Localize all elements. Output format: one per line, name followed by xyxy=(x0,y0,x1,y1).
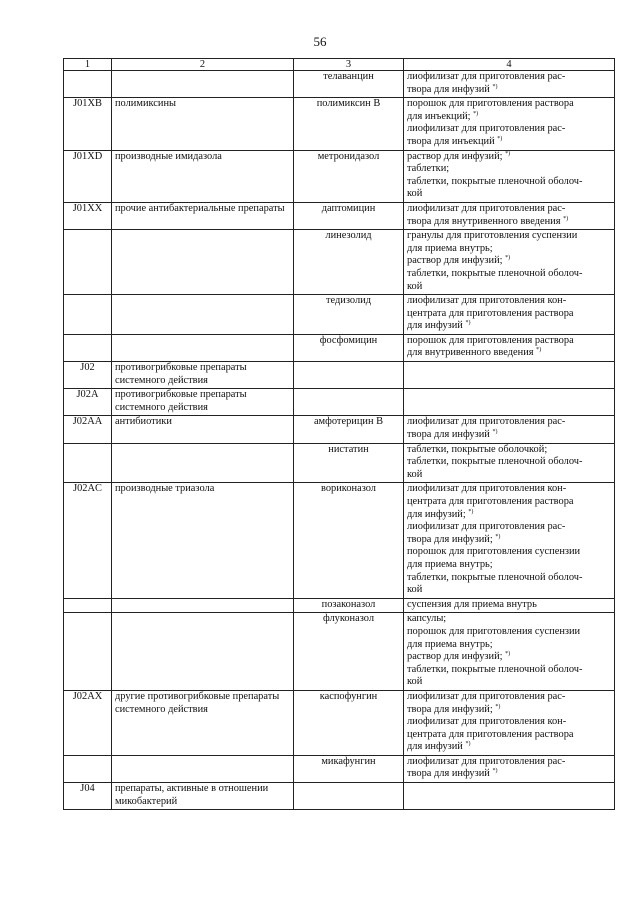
footnote-marker: *) xyxy=(465,320,471,327)
table-row xyxy=(64,598,615,613)
drug-name-cell: метронидазол xyxy=(294,150,404,202)
group-name-cell: препараты, активные в отношении микобактерий xyxy=(112,783,294,810)
drug-name-cell: позаконазол xyxy=(294,598,404,613)
table-row xyxy=(64,443,615,483)
footnote-marker: *) xyxy=(497,135,503,142)
dosage-form-line: лиофилизат для приготовления кон- xyxy=(407,483,567,495)
dosage-forms-cell xyxy=(404,230,615,295)
dosage-forms-cell xyxy=(404,783,615,810)
group-name-cell xyxy=(112,598,294,613)
dosage-forms-cell xyxy=(404,334,615,361)
atc-code-cell: J02AA xyxy=(64,416,112,443)
dosage-form-line: порошок для приготовления раствора xyxy=(407,98,574,110)
atc-code-cell xyxy=(64,755,112,782)
table-row xyxy=(64,150,615,202)
dosage-form-line: таблетки, покрытые пленочной оболоч- xyxy=(407,663,583,675)
dosage-form-line: для инфузий *) xyxy=(407,320,471,332)
dosage-forms-cell xyxy=(404,483,615,598)
page-number: 56 xyxy=(313,34,327,49)
table-row xyxy=(64,783,615,810)
dosage-form-line: порошок для приготовления раствора xyxy=(407,334,574,346)
drug-name-cell: вориконазол xyxy=(294,483,404,598)
dosage-forms-cell xyxy=(404,150,615,202)
drug-name-cell: полимиксин В xyxy=(294,98,404,150)
table-row xyxy=(64,416,615,443)
dosage-form-line: центрата для приготовления раствора xyxy=(407,728,574,740)
atc-code-cell: J02 xyxy=(64,362,112,389)
dosage-form-line: таблетки, покрытые пленочной оболоч- xyxy=(407,571,583,583)
group-name-cell xyxy=(112,613,294,691)
dosage-form-line: капсулы; xyxy=(407,613,447,625)
dosage-form-line: кой xyxy=(407,676,423,688)
table-row xyxy=(64,613,615,691)
footnote-marker: *) xyxy=(505,651,511,658)
drug-table xyxy=(63,58,615,810)
atc-code-cell: J02AX xyxy=(64,690,112,755)
dosage-form-line: лиофилизат для приготовления рас- xyxy=(407,755,566,767)
group-name-cell xyxy=(112,71,294,98)
drug-name-cell: микафунгин xyxy=(294,755,404,782)
dosage-form-line: раствор для инфузий; *) xyxy=(407,255,511,267)
atc-code-cell: J02A xyxy=(64,389,112,416)
dosage-form-line: твора для инфузий *) xyxy=(407,768,498,780)
group-name-cell xyxy=(112,230,294,295)
footnote-marker: *) xyxy=(505,150,511,157)
dosage-form-line: раствор для инфузий; *) xyxy=(407,651,511,663)
footnote-marker: *) xyxy=(492,83,498,90)
dosage-forms-cell xyxy=(404,443,615,483)
dosage-form-line: для приема внутрь; xyxy=(407,638,493,650)
group-name-cell: производные триазола xyxy=(112,483,294,598)
drug-name-cell: флуконазол xyxy=(294,613,404,691)
dosage-form-line: лиофилизат для приготовления рас- xyxy=(407,123,566,135)
dosage-form-line: кой xyxy=(407,468,423,480)
dosage-form-line: для инъекций; *) xyxy=(407,110,479,122)
table-row xyxy=(64,483,615,598)
atc-code-cell: J01XB xyxy=(64,98,112,150)
group-name-cell xyxy=(112,334,294,361)
dosage-form-line: таблетки, покрытые пленочной оболоч- xyxy=(407,267,583,279)
dosage-form-line: лиофилизат для приготовления рас- xyxy=(407,690,566,702)
dosage-forms-cell xyxy=(404,416,615,443)
footnote-marker: *) xyxy=(495,533,501,540)
dosage-form-line: для внутривенного введения *) xyxy=(407,347,542,359)
dosage-form-line: порошок для приготовления суспензии xyxy=(407,546,581,558)
drug-name-cell: амфотерицин В xyxy=(294,416,404,443)
dosage-forms-cell xyxy=(404,613,615,691)
dosage-form-line: суспензия для приема внутрь xyxy=(407,598,537,610)
dosage-form-line: лиофилизат для приготовления кон- xyxy=(407,716,567,728)
atc-code-cell xyxy=(64,295,112,335)
dosage-form-line: для приема внутрь; xyxy=(407,558,493,570)
header-col-2: 2 xyxy=(112,59,294,71)
dosage-form-line: кой xyxy=(407,584,423,596)
dosage-form-line: лиофилизат для приготовления рас- xyxy=(407,521,566,533)
group-name-cell: другие противогрибковые препараты системного действия xyxy=(112,690,294,755)
footnote-marker: *) xyxy=(505,255,511,262)
footnote-marker: *) xyxy=(563,215,569,222)
table-row xyxy=(64,230,615,295)
atc-code-cell: J02AC xyxy=(64,483,112,598)
atc-code-cell xyxy=(64,334,112,361)
dosage-form-line: лиофилизат для приготовления рас- xyxy=(407,416,566,428)
atc-code-cell: J04 xyxy=(64,783,112,810)
group-name-cell: противогрибковые препараты системного действия xyxy=(112,362,294,389)
drug-name-cell: телаванцин xyxy=(294,71,404,98)
group-name-cell: антибиотики xyxy=(112,416,294,443)
atc-code-cell xyxy=(64,613,112,691)
atc-code-cell xyxy=(64,71,112,98)
dosage-form-line: твора для инфузий *) xyxy=(407,429,498,441)
dosage-form-line: таблетки, покрытые пленочной оболоч- xyxy=(407,175,583,187)
dosage-form-line: твора для инъекций *) xyxy=(407,135,503,147)
dosage-form-line: для инфузий; *) xyxy=(407,508,474,520)
drug-name-cell: каспофунгин xyxy=(294,690,404,755)
drug-name-cell: линезолид xyxy=(294,230,404,295)
footnote-marker: *) xyxy=(465,741,471,748)
dosage-forms-cell xyxy=(404,362,615,389)
group-name-cell xyxy=(112,443,294,483)
footnote-marker: *) xyxy=(468,508,474,515)
dosage-forms-cell xyxy=(404,98,615,150)
dosage-form-line: лиофилизат для приготовления рас- xyxy=(407,71,566,82)
header-col-4: 4 xyxy=(404,59,615,71)
table-row xyxy=(64,334,615,361)
dosage-form-line: таблетки, покрытые оболочкой; xyxy=(407,443,548,455)
table-row xyxy=(64,755,615,782)
dosage-form-line: для приема внутрь; xyxy=(407,242,493,254)
dosage-form-line: лиофилизат для приготовления кон- xyxy=(407,295,567,307)
atc-code-cell: J01XD xyxy=(64,150,112,202)
header-col-1: 1 xyxy=(64,59,112,71)
group-name-cell: прочие антибактериальные препараты xyxy=(112,202,294,229)
atc-code-cell xyxy=(64,598,112,613)
dosage-form-line: гранулы для приготовления суспензии xyxy=(407,230,578,242)
dosage-forms-cell xyxy=(404,598,615,613)
table-row xyxy=(64,98,615,150)
table-row xyxy=(64,362,615,389)
dosage-form-line: центрата для приготовления раствора xyxy=(407,496,574,507)
drug-name-cell xyxy=(294,389,404,416)
atc-code-cell xyxy=(64,230,112,295)
dosage-form-line: кой xyxy=(407,188,423,200)
group-name-cell: противогрибковые препараты системного действия xyxy=(112,389,294,416)
dosage-form-line: твора для инфузий *) xyxy=(407,83,498,95)
drug-name-cell: нистатин xyxy=(294,443,404,483)
group-name-cell: полимиксины xyxy=(112,98,294,150)
drug-name-cell xyxy=(294,783,404,810)
dosage-form-line: раствор для инфузий; *) xyxy=(407,150,511,162)
dosage-form-line: твора для инфузий; *) xyxy=(407,533,501,545)
footnote-marker: *) xyxy=(495,703,501,710)
dosage-form-line: лиофилизат для приготовления рас- xyxy=(407,202,566,214)
dosage-forms-cell xyxy=(404,202,615,229)
footnote-marker: *) xyxy=(536,347,542,354)
dosage-form-line: таблетки, покрытые пленочной оболоч- xyxy=(407,456,583,468)
atc-code-cell: J01XX xyxy=(64,202,112,229)
drug-name-cell: даптомицин xyxy=(294,202,404,229)
header-col-3: 3 xyxy=(294,59,404,71)
drug-name-cell: фосфомицин xyxy=(294,334,404,361)
dosage-forms-cell xyxy=(404,295,615,335)
dosage-form-line: центрата для приготовления раствора xyxy=(407,307,574,319)
footnote-marker: *) xyxy=(473,110,479,117)
table-body xyxy=(64,71,615,810)
header-row xyxy=(64,59,615,71)
dosage-form-line: порошок для приготовления суспензии xyxy=(407,625,581,637)
dosage-forms-cell xyxy=(404,389,615,416)
table-row xyxy=(64,295,615,335)
dosage-forms-cell xyxy=(404,755,615,782)
dosage-forms-cell xyxy=(404,690,615,755)
table-row xyxy=(64,202,615,229)
footnote-marker: *) xyxy=(492,429,498,436)
drug-name-cell: тедизолид xyxy=(294,295,404,335)
table-row xyxy=(64,71,615,98)
atc-code-cell xyxy=(64,443,112,483)
dosage-form-line: кой xyxy=(407,280,423,292)
table-row xyxy=(64,389,615,416)
group-name-cell: производные имидазола xyxy=(112,150,294,202)
group-name-cell xyxy=(112,295,294,335)
group-name-cell xyxy=(112,755,294,782)
dosage-form-line: твора для внутривенного введения *) xyxy=(407,215,569,227)
dosage-form-line: твора для инфузий; *) xyxy=(407,703,501,715)
footnote-marker: *) xyxy=(492,768,498,775)
dosage-form-line: таблетки; xyxy=(407,163,450,175)
dosage-form-line: для инфузий *) xyxy=(407,741,471,753)
table-row xyxy=(64,690,615,755)
drug-name-cell xyxy=(294,362,404,389)
dosage-forms-cell xyxy=(404,71,615,98)
